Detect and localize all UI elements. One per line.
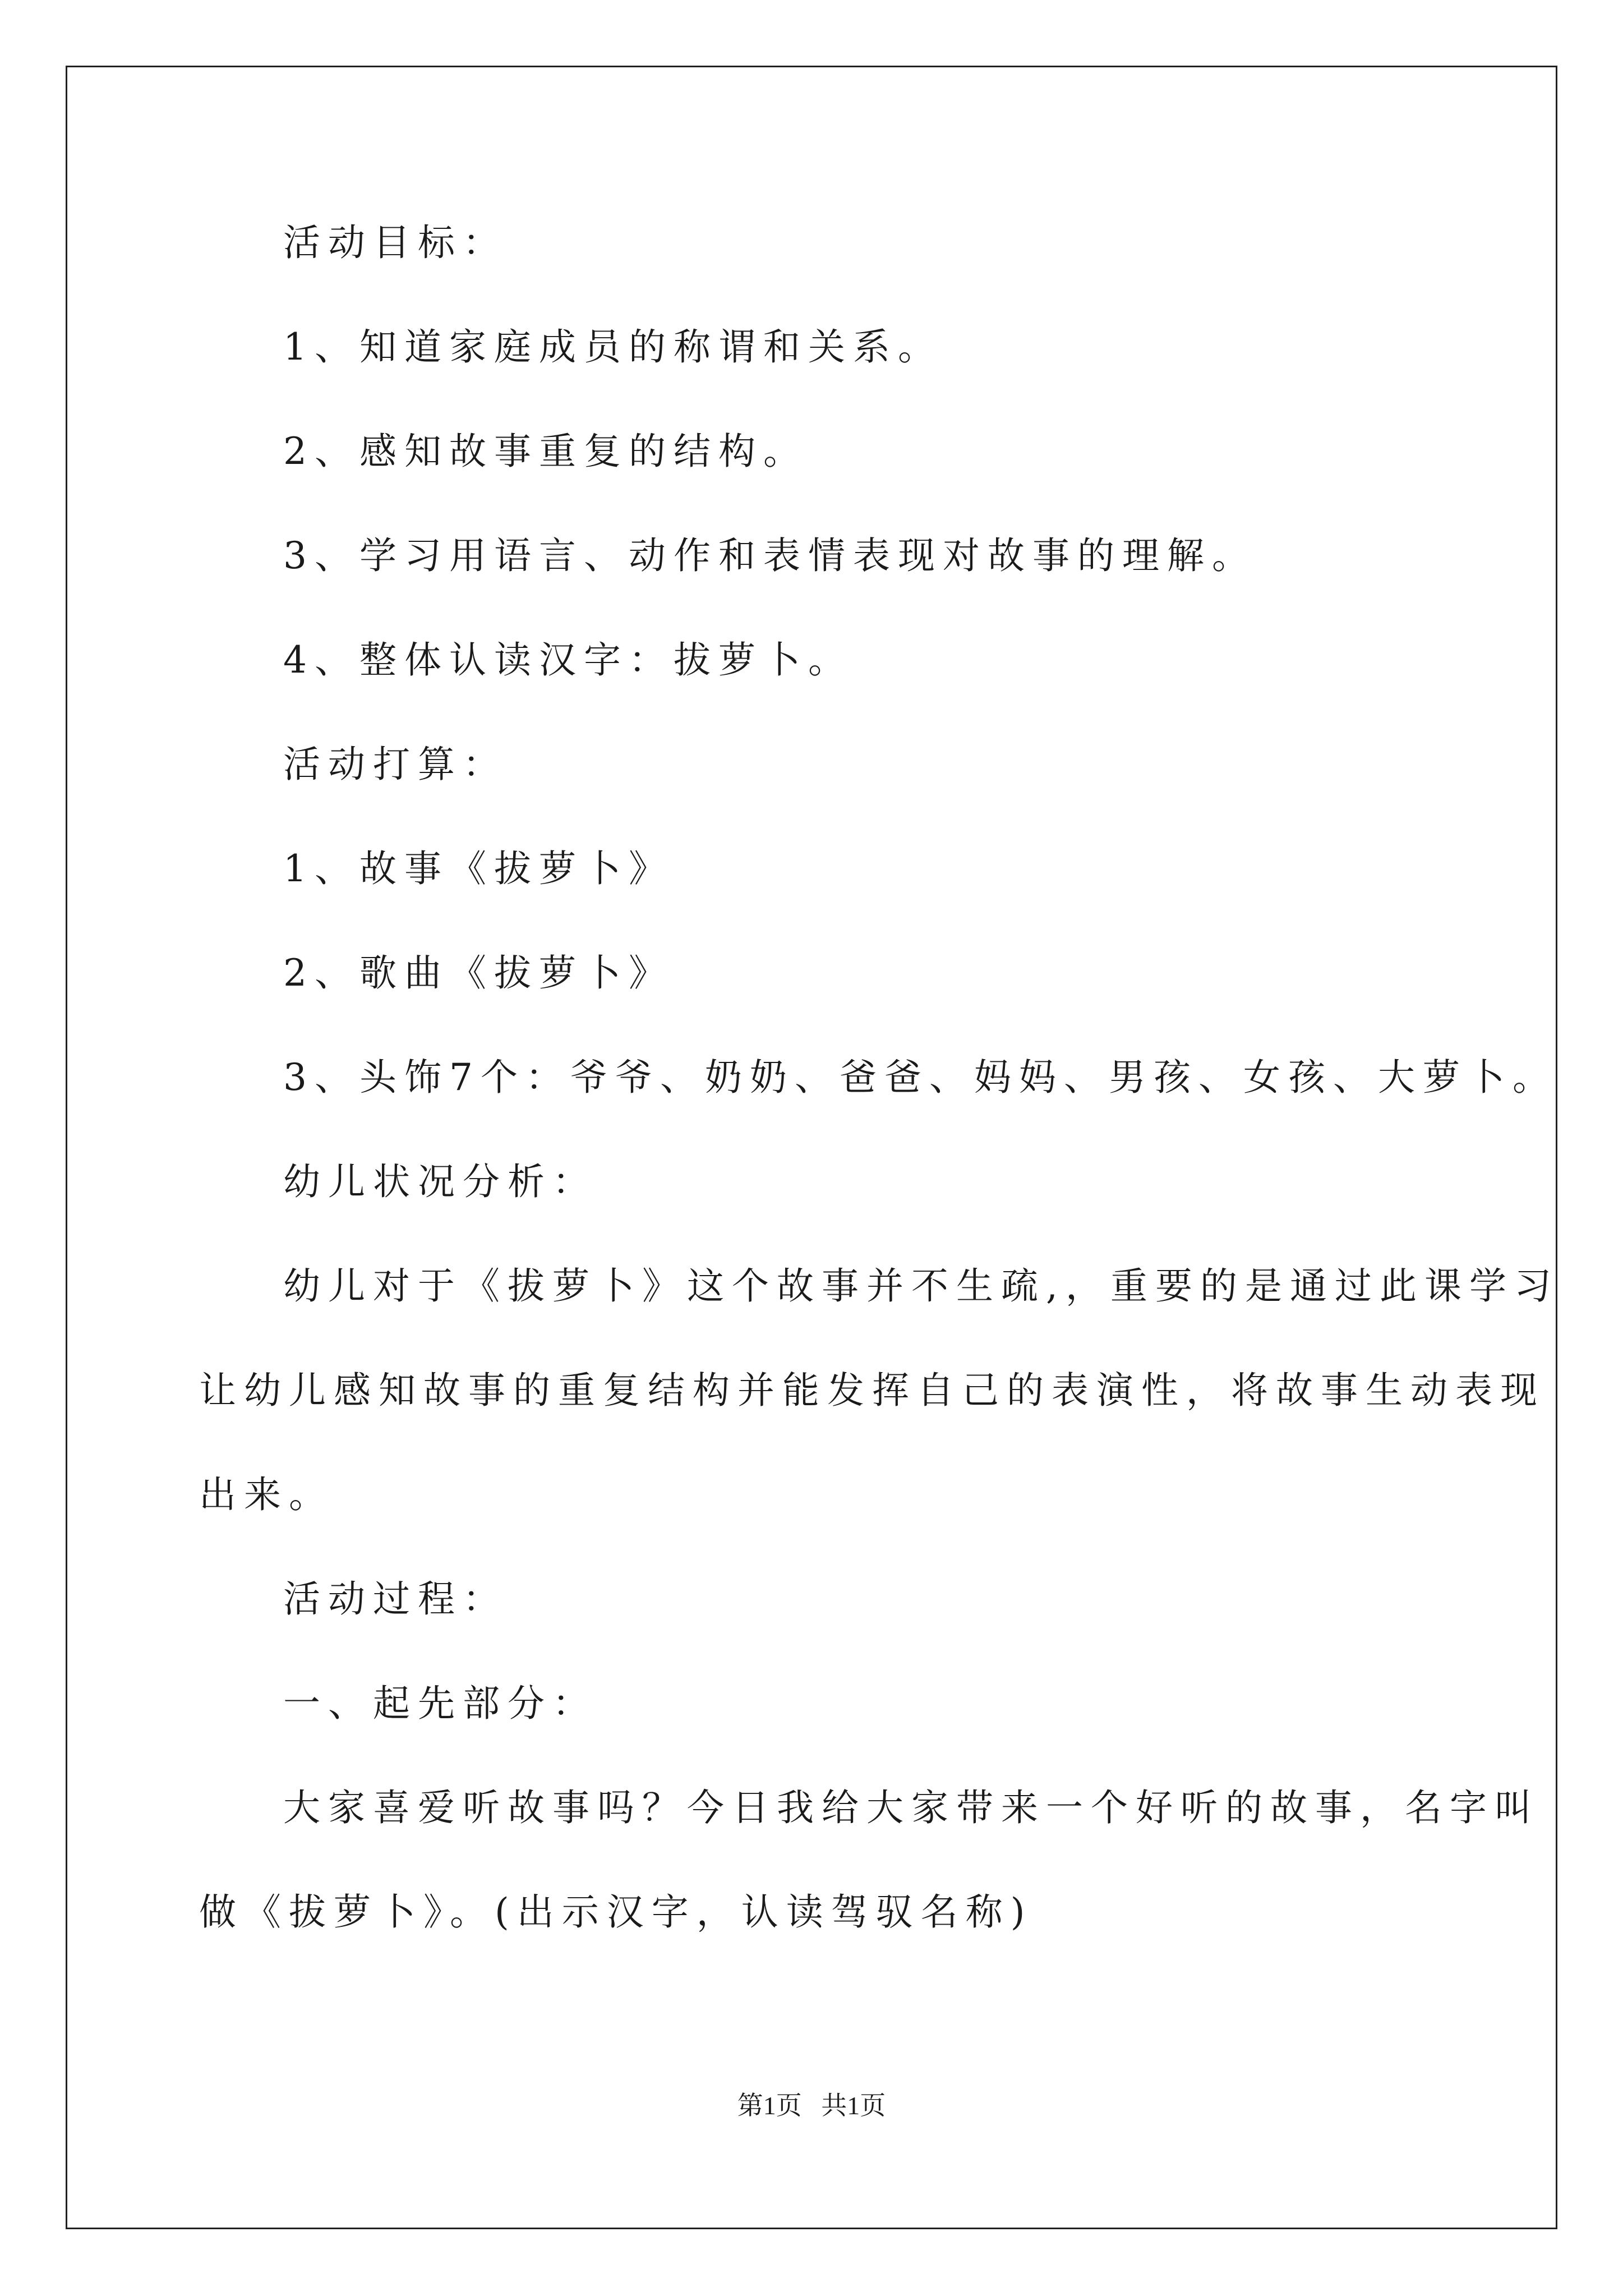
list-item: 4、整体认读汉字：拔萝卜。: [283, 638, 853, 682]
heading-activity-prep: 活动打算：: [283, 743, 508, 786]
heading-analysis: 幼儿状况分析：: [283, 1160, 597, 1203]
paragraph-line: 大家喜爱听故事吗？今日我给大家带来一个好听的故事，名字叫: [283, 1786, 1539, 1829]
paragraph-line: 让幼儿感知故事的重复结构并能发挥自己的表演性，将故事生动表现: [199, 1369, 1545, 1412]
heading-part-one: 一、起先部分：: [283, 1682, 597, 1725]
heading-process: 活动过程：: [283, 1577, 508, 1621]
paragraph-line: 做《拔萝卜》。(出示汉字，认读驾驭名称): [199, 1890, 1033, 1934]
list-item: 1、故事《拔萝卜》: [283, 847, 674, 890]
paragraph-line: 出来。: [199, 1473, 334, 1516]
list-item: 2、歌曲《拔萝卜》: [283, 951, 674, 995]
list-item: 2、感知故事重复的结构。: [283, 430, 808, 473]
list-item: 1、知道家庭成员的称谓和关系。: [283, 325, 943, 369]
heading-activity-goals: 活动目标：: [283, 221, 508, 264]
list-item: 3、学习用语言、动作和表情表现对故事的理解。: [283, 534, 1257, 577]
list-item: 3、头饰7个：爷爷、奶奶、爸爸、妈妈、男孩、女孩、大萝卜。: [283, 1056, 1557, 1099]
page-footer: 第1页 共1页: [737, 2091, 886, 2120]
paragraph-line: 幼儿对于《拔萝卜》这个故事并不生疏,，重要的是通过此课学习: [283, 1264, 1559, 1308]
